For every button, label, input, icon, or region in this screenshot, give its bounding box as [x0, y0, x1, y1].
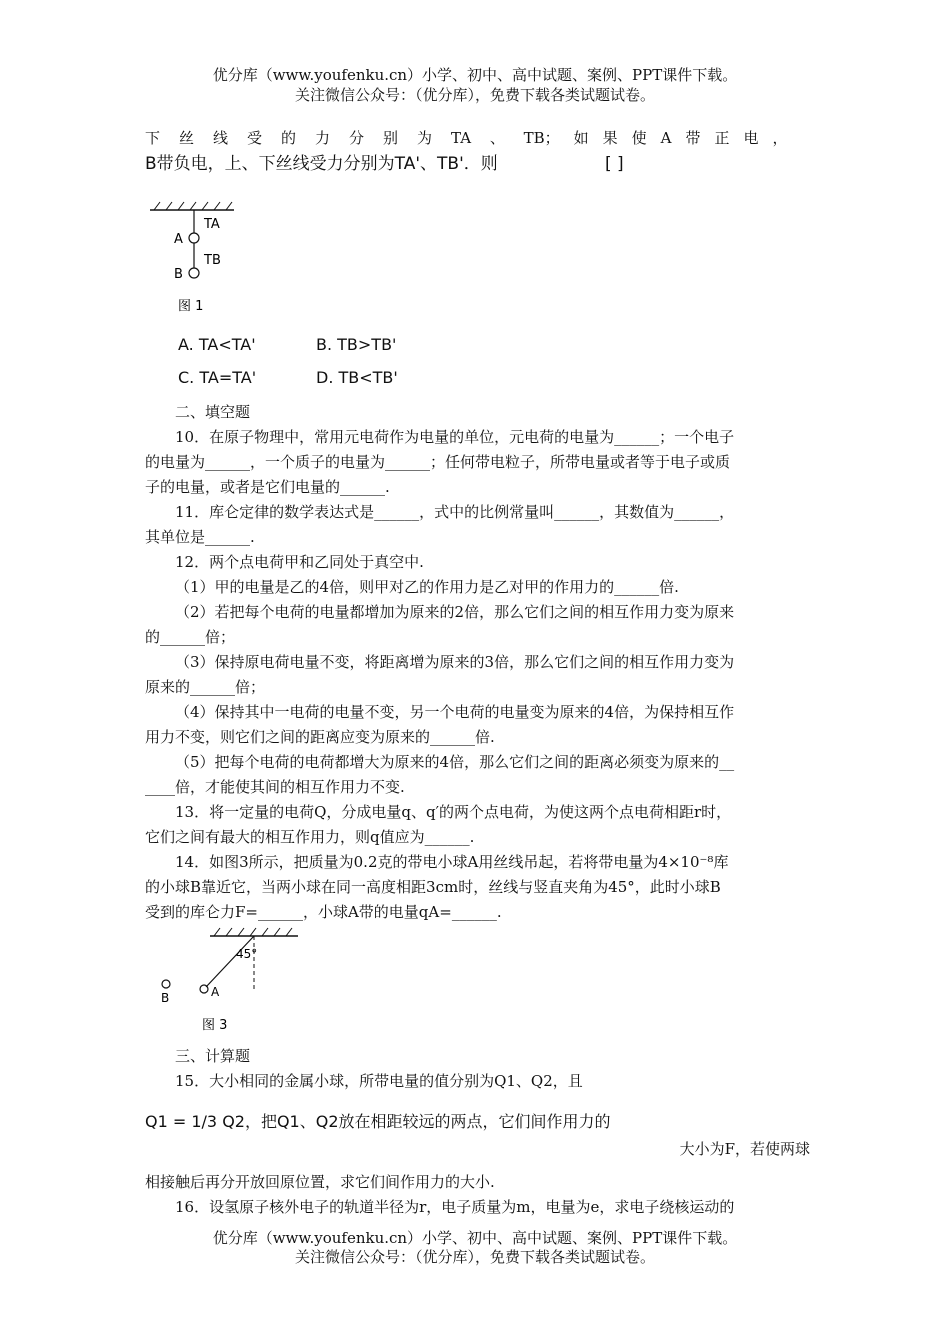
q14-line-2: 的小球B靠近它，当两小球在同一高度相距3cm时，丝线与竖直夹角为45°，此时小球B — [145, 878, 721, 896]
footer-line-2: 关注微信公众号：（优分库），免费下载各类试题试卷。 — [294, 1248, 655, 1266]
fig3-angle-label: 45° — [236, 947, 258, 961]
q12-sub-1: （1）甲的电量是乙的4倍，则甲对乙的作用力是乙对甲的作用力的______倍. — [175, 578, 679, 596]
q9-line1-text: 下丝线受的力分别为 — [145, 129, 452, 147]
q9-option-b: B. TB>TB' — [316, 335, 397, 354]
section-3-title: 三、计算题 — [175, 1047, 251, 1065]
fig1-label-a: A — [174, 232, 183, 247]
q12-sub-5a: （5）把每个电荷的电荷都增大为原来的4倍，那么它们之间的距离必须变为原来的__ — [175, 753, 735, 771]
q9-tb: TB — [523, 129, 545, 147]
fig3-label-b: B — [161, 991, 170, 1005]
q9-bracket: [ ] — [605, 154, 624, 174]
q16-line-1: 16．设氢原子核外电子的轨道半径为r，电子质量为m，电量为e，求电子绕核运动的 — [175, 1198, 735, 1216]
q15-line-2-right: 大小为F，若使两球 — [679, 1140, 810, 1158]
header-line-2: 关注微信公众号：（优分库），免费下载各类试题试卷。 — [294, 86, 655, 104]
fig3-ball-a — [200, 985, 208, 993]
q9-option-c: C. TA=TA' — [178, 368, 257, 387]
fig3-label-a: A — [211, 985, 220, 999]
q12-stem: 12．两个点电荷甲和乙同处于真空中. — [175, 553, 424, 571]
q14-line-1: 14．如图3所示，把质量为0.2克的带电小球A用丝线吊起，若将带电量为4×10⁻⁸库 — [175, 853, 729, 871]
q15-line-3: 相接触后再分开放回原位置，求它们间作用力的大小. — [145, 1173, 495, 1191]
q9-line-1 — [145, 128, 810, 148]
q9-sep: 、 — [489, 129, 505, 147]
fig3-thread — [206, 936, 254, 987]
q12-sub-4a: （4）保持其中一电荷的电量不变，另一个电荷的电量变为原来的4倍，为保持相互作 — [175, 703, 735, 721]
q12-sub-3a: （3）保持原电荷电量不变，将距离增为原来的3倍，那么它们之间的相互作用力变为 — [175, 653, 735, 671]
fig3-caption: 图 3 — [202, 1018, 228, 1033]
figure-3 — [150, 922, 310, 1037]
q9-line-2 — [145, 154, 810, 174]
q9-option-d: D. TB<TB' — [316, 368, 398, 387]
header-line-1: 优分库（www.youfenku.cn）小学、初中、高中试题、案例、PPT课件下载。 — [212, 66, 738, 84]
section-2-title: 二、填空题 — [175, 403, 251, 421]
fig1-caption: 图 1 — [178, 299, 204, 314]
q9-ta: TA — [451, 129, 472, 147]
fig1-ball-b — [189, 268, 199, 278]
q12-sub-4b: 用力不变，则它们之间的距离应变为原来的______倍. — [145, 728, 495, 746]
q12-sub-5b: ____倍，才能使其间的相互作用力不变. — [145, 778, 405, 796]
q10-line-2: 的电量为______，一个质子的电量为______；任何带电粒子，所带电量或者等于电子或质 — [145, 453, 731, 471]
q12-sub-2a: （2）若把每个电荷的电量都增加为原来的2倍，那么它们之间的相互作用力变为原来 — [175, 603, 735, 621]
q12-sub-2b: 的______倍； — [145, 628, 236, 646]
figure-1 — [148, 198, 243, 318]
q9-line1-tail: ；如果使A带正电， — [544, 129, 802, 147]
q14-line-3: 受到的库仑力F=______，小球A带的电量qA=______. — [145, 903, 502, 921]
q9-line2-text: B带负电，上、下丝线受力分别为TA'、TB'．则 — [145, 154, 498, 174]
q10-line-1: 10．在原子物理中，常用元电荷作为电量的单位，元电荷的电量为______；一个电子 — [175, 428, 735, 446]
fig1-label-tb: TB — [204, 253, 221, 268]
footer-line-1: 优分库（www.youfenku.cn）小学、初中、高中试题、案例、PPT课件下载。 — [212, 1229, 738, 1247]
fig1-label-b: B — [174, 267, 183, 282]
q13-line-1: 13．将一定量的电荷Q，分成电量q、q′的两个点电荷，为使这两个点电荷相距r时， — [175, 803, 732, 821]
fig1-label-ta: TA — [204, 217, 220, 232]
fig3-ball-b — [162, 980, 170, 988]
q10-line-3: 子的电量，或者是它们电量的______. — [145, 478, 390, 496]
fig1-ball-a — [189, 233, 199, 243]
q15-line-1: 15．大小相同的金属小球，所带电量的值分别为Q1、Q2，且 — [175, 1072, 583, 1090]
q15-formula: Q1 = 1/3 Q2，把Q1、Q2放在相距较远的两点，它们间作用力的 — [145, 1112, 611, 1131]
q12-sub-3b: 原来的______倍； — [145, 678, 266, 696]
fig3-hatching — [214, 928, 292, 936]
q13-line-2: 它们之间有最大的相互作用力，则q值应为______. — [145, 828, 475, 846]
q9-option-a: A. TA<TA' — [178, 335, 256, 354]
q11-line-1: 11．库仑定律的数学表达式是______，式中的比例常量叫______，其数值为______， — [175, 503, 735, 521]
q11-line-2: 其单位是______. — [145, 528, 255, 546]
fig1-hatching — [154, 202, 232, 210]
